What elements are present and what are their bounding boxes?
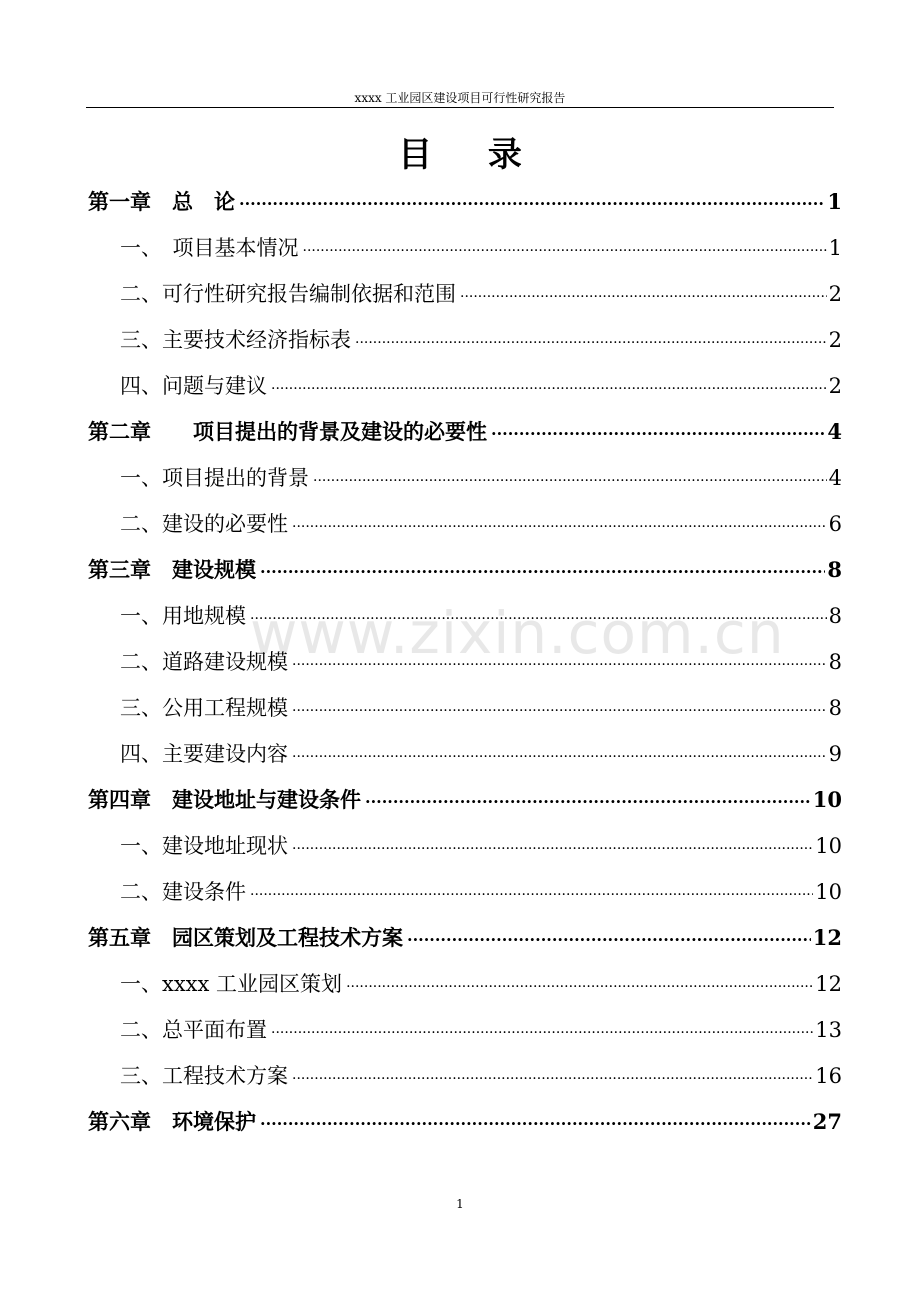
- running-header: xxxx 工业园区建设项目可行性研究报告: [354, 91, 566, 105]
- toc-entry-text: 第五章 园区策划及工程技术方案: [88, 925, 403, 950]
- toc-entry-chapter-4[interactable]: [88, 777, 842, 823]
- toc-entry-text: 二、总平面布置: [120, 1018, 267, 1042]
- dot-leader: [407, 917, 811, 963]
- toc-entry-page: 2: [828, 282, 842, 306]
- toc-entry-page: 2: [828, 328, 842, 352]
- toc-entry-page: 16: [815, 1064, 842, 1088]
- toc-entry-text: 第六章 环境保护: [88, 1109, 256, 1134]
- toc-entry-text: 二、建设的必要性: [120, 512, 288, 536]
- toc-entry-section[interactable]: [120, 363, 842, 409]
- dot-leader: [292, 688, 827, 734]
- toc-entry-text: 第四章 建设地址与建设条件: [88, 787, 361, 812]
- toc-entry-text: 一、建设地址现状: [120, 834, 288, 858]
- page-number: 1: [456, 1197, 464, 1211]
- toc-entry-section[interactable]: [120, 317, 842, 363]
- toc-entry-text: 二、道路建设规模: [120, 650, 288, 674]
- dot-leader: [271, 1010, 813, 1056]
- toc-entry-page: 13: [815, 1018, 842, 1042]
- toc-entry-section[interactable]: [120, 731, 842, 777]
- toc-entry-text: 一、xxxx 工业园区策划: [120, 972, 343, 996]
- dot-leader: [292, 826, 813, 872]
- toc-entry-text: 一、用地规模: [120, 604, 246, 628]
- toc-entry-section[interactable]: [120, 685, 842, 731]
- toc-entry-text: 第一章 总 论: [88, 189, 235, 214]
- dot-leader: [271, 366, 827, 412]
- toc-entry-text: 一、项目提出的背景: [120, 466, 309, 490]
- toc-entry-page: 8: [828, 604, 842, 628]
- dot-leader: [292, 504, 827, 550]
- dot-leader: [250, 872, 813, 918]
- toc-entry-page: 10: [815, 834, 842, 858]
- dot-leader: [346, 964, 813, 1010]
- toc-entry-page: 8: [828, 696, 842, 720]
- toc-entry-chapter-3[interactable]: [88, 547, 842, 593]
- toc-entry-chapter-5[interactable]: [88, 915, 842, 961]
- toc-entry-chapter-6[interactable]: [88, 1099, 842, 1145]
- toc-entry-page: 4: [827, 419, 842, 444]
- toc-entry-page: 9: [828, 742, 842, 766]
- dot-leader: [365, 779, 811, 825]
- toc-entry-chapter-1[interactable]: [88, 179, 842, 225]
- toc-title: 目 录: [398, 135, 544, 175]
- watermark: www.zixin.com.cn: [250, 599, 785, 667]
- toc-entry-section[interactable]: [120, 869, 842, 915]
- toc-entry-text: 三、工程技术方案: [120, 1064, 288, 1088]
- dot-leader: [292, 1056, 813, 1102]
- toc-entry-page: 10: [812, 787, 842, 812]
- toc-entry-page: 2: [828, 374, 842, 398]
- dot-leader: [460, 274, 827, 320]
- header-rule: [86, 107, 834, 108]
- toc-entry-page: 12: [815, 972, 842, 996]
- toc-entry-section[interactable]: [120, 961, 842, 1007]
- toc-entry-page: 8: [827, 557, 842, 582]
- toc-entry-text: 三、主要技术经济指标表: [120, 328, 351, 352]
- toc-entry-section[interactable]: [120, 271, 842, 317]
- dot-leader: [260, 549, 825, 595]
- dot-leader: [303, 228, 827, 274]
- toc-entry-section[interactable]: [120, 639, 842, 685]
- toc-entry-text: 二、可行性研究报告编制依据和范围: [120, 282, 456, 306]
- dot-leader: [355, 320, 827, 366]
- dot-leader: [313, 458, 827, 504]
- toc-entry-text: 一、 项目基本情况: [120, 236, 299, 260]
- toc-entry-page: 12: [812, 925, 842, 950]
- toc-entry-page: 6: [828, 512, 842, 536]
- toc-entry-page: 27: [812, 1109, 842, 1134]
- dot-leader: [292, 734, 827, 780]
- toc-entry-text: 四、主要建设内容: [120, 742, 288, 766]
- toc-entry-text: 第二章 项目提出的背景及建设的必要性: [88, 419, 487, 444]
- toc-entry-section[interactable]: [120, 225, 842, 271]
- toc-entry-section[interactable]: [120, 1053, 842, 1099]
- toc-entry-page: 8: [828, 650, 842, 674]
- toc-entry-page: 1: [828, 236, 842, 260]
- dot-leader: [491, 411, 825, 457]
- dot-leader: [292, 642, 827, 688]
- toc-entry-text: 第三章 建设规模: [88, 557, 256, 582]
- toc-entry-section[interactable]: [120, 823, 842, 869]
- toc-entry-text: 四、问题与建议: [120, 374, 267, 398]
- toc-entry-section[interactable]: [120, 1007, 842, 1053]
- toc-entry-text: 二、建设条件: [120, 880, 246, 904]
- dot-leader: [250, 596, 827, 642]
- toc-entry-page: 10: [815, 880, 842, 904]
- toc-entry-section[interactable]: [120, 593, 842, 639]
- toc-entry-page: 1: [827, 189, 842, 214]
- toc-entry-page: 4: [828, 466, 842, 490]
- dot-leader: [239, 181, 825, 227]
- toc-entry-section[interactable]: [120, 501, 842, 547]
- toc-entry-text: 三、公用工程规模: [120, 696, 288, 720]
- toc-entry-section[interactable]: [120, 455, 842, 501]
- dot-leader: [260, 1101, 811, 1147]
- toc-entry-chapter-2[interactable]: [88, 409, 842, 455]
